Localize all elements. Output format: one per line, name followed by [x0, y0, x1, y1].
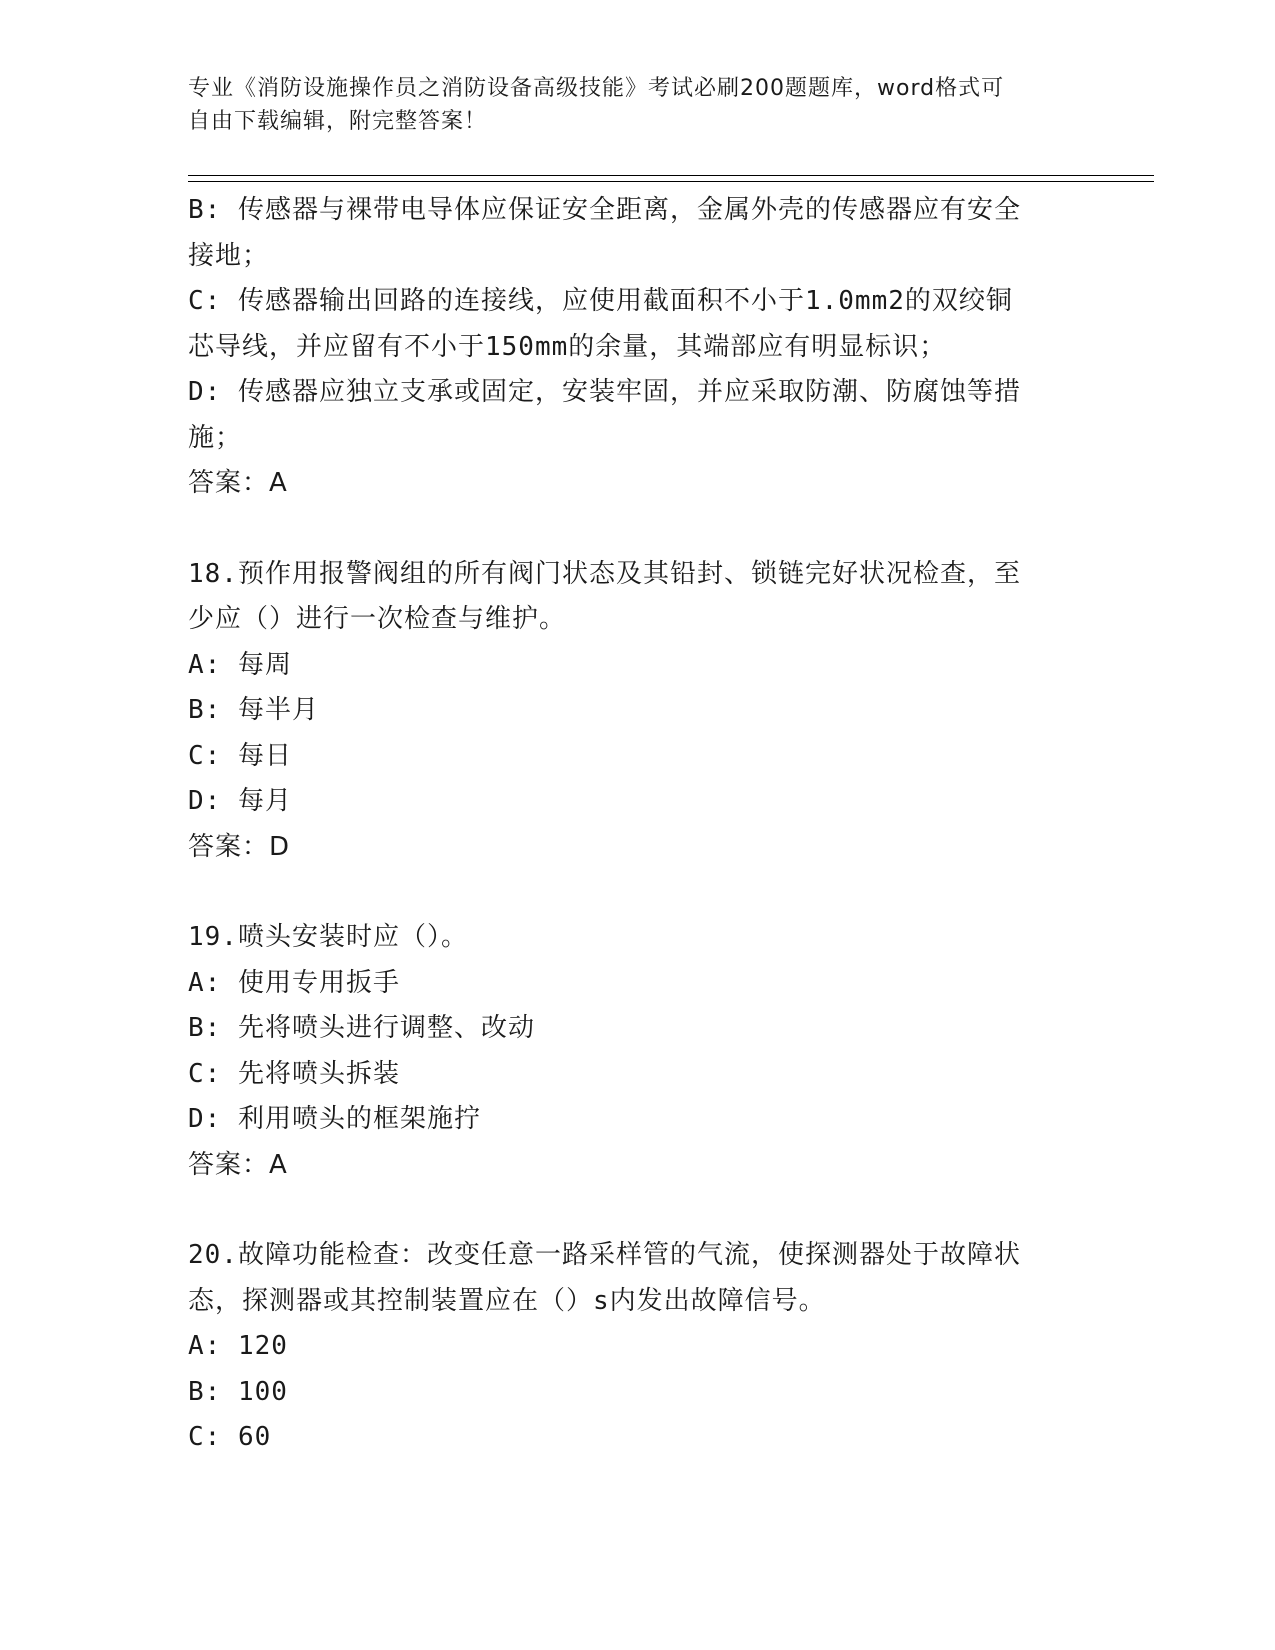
option-d: D: 每月 [188, 786, 292, 816]
option-line: 芯导线，并应留有不小于150mm的余量，其端部应有明显标识； [188, 331, 947, 362]
header-line-1: 专业《消防设施操作员之消防设备高级技能》考试必刷200题题库，word格式可 [188, 76, 1005, 101]
question-stem: 20.故障功能检查：改变任意一路采样管的气流，使探测器处于故障状 [188, 1240, 1021, 1270]
answer: 答案：D [188, 831, 291, 862]
question-18 [188, 552, 1088, 871]
option-a: A: 使用专用扳手 [188, 967, 400, 998]
answer: 答案：A [188, 468, 288, 498]
option-d [188, 370, 1088, 461]
option-b [188, 188, 1088, 279]
question-20 [188, 1233, 1088, 1461]
option-c: C: 60 [188, 1422, 272, 1452]
option-c: C: 先将喷头拆装 [188, 1058, 400, 1089]
question-17-continuation [188, 188, 1088, 507]
option-c [188, 279, 1088, 370]
document-header [188, 72, 1088, 138]
header-line-2: 自由下载编辑，附完整答案！ [188, 109, 488, 134]
question-stem: 少应（）进行一次检查与维护。 [188, 604, 567, 634]
question-stem: 18.预作用报警阀组的所有阀门状态及其铅封、锁链完好状况检查，至 [188, 558, 1021, 589]
answer: 答案：A [188, 1149, 288, 1180]
header-rule-bottom [188, 181, 1154, 182]
option-a: A: 120 [188, 1331, 288, 1361]
option-b: B: 先将喷头进行调整、改动 [188, 1013, 535, 1043]
option-line: D: 传感器应独立支承或固定，安装牢固，并应采取防潮、防腐蚀等措 [188, 377, 1021, 407]
question-stem: 态，探测器或其控制装置应在（）s内发出故障信号。 [188, 1285, 826, 1316]
question-stem: 19.喷头安装时应（）。 [188, 922, 468, 952]
question-19 [188, 915, 1088, 1188]
option-a: A: 每周 [188, 649, 292, 680]
document-body [188, 188, 1088, 1461]
option-b: B: 100 [188, 1376, 288, 1407]
option-line: B: 传感器与裸带电导体应保证安全距离，金属外壳的传感器应有安全 [188, 195, 1021, 225]
option-line: 施； [188, 422, 243, 453]
option-line: C: 传感器输出回路的连接线，应使用截面积不小于1.0mm2的双绞铜 [188, 286, 1013, 316]
option-line: 接地； [188, 240, 270, 271]
option-d: D: 利用喷头的框架施拧 [188, 1104, 481, 1134]
header-rule-top [188, 175, 1154, 176]
option-c: C: 每日 [188, 740, 292, 771]
option-b: B: 每半月 [188, 695, 319, 725]
